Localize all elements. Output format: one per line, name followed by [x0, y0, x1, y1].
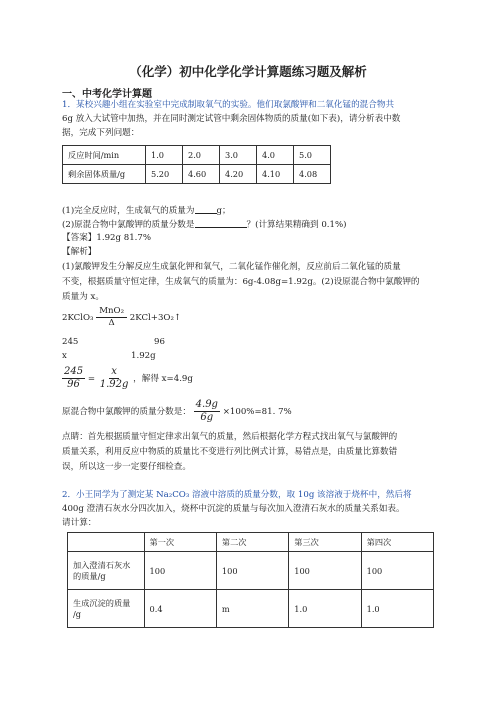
heat-symbol: Δ	[108, 318, 115, 328]
table-cell: 4.20	[220, 165, 257, 184]
q1-line1	[62, 99, 394, 111]
table-cell: 反应时间/min	[63, 146, 146, 165]
table-cell: 100	[361, 552, 433, 590]
analysis-label: 【解析】	[62, 247, 97, 257]
table-cell: 1.0	[289, 590, 361, 628]
reaction-condition	[96, 306, 127, 329]
table-row	[68, 533, 434, 552]
tip-line1: 点睛：首先根据质量守恒定律求出氧气的质量，然后根据化学方程式找出氧气与氯酸钾的	[62, 432, 398, 442]
table-cell	[68, 590, 145, 628]
fraction	[98, 366, 131, 391]
q1-line3: 据，完成下列问题：	[62, 128, 140, 138]
table-cell	[68, 533, 145, 552]
table-cell: 5.20	[146, 165, 183, 184]
analysis-line3: 质量为 x。	[62, 292, 104, 302]
chemical-equation	[62, 306, 181, 329]
table-cell: 4.0	[257, 146, 294, 165]
numerator: 4.9g	[195, 399, 218, 410]
fraction	[62, 366, 85, 391]
table-row	[68, 552, 434, 590]
sub1-text: (1)完全反应时，生成氧气的质量为	[62, 206, 195, 216]
var-x: x	[62, 351, 67, 361]
products: 2KCl+3O₂↑	[129, 313, 182, 323]
catalyst: MnO₂	[96, 306, 127, 318]
table-cell: 0.4	[144, 590, 216, 628]
q2-data-table	[67, 532, 434, 628]
table-row	[63, 146, 331, 165]
analysis-line2: 不变，根据质量守恒定律，生成氧气的质量为：6g-4.08g=1.92g。(2)设原混合物中氯酸钾的	[62, 277, 420, 287]
reactant: 2KClO₃	[62, 313, 94, 323]
table-cell: 第一次	[144, 533, 216, 552]
q2-line1	[62, 489, 412, 501]
table-cell: 第二次	[216, 533, 288, 552]
numerator: 245	[64, 366, 84, 377]
analysis-line1: (1)氯酸钾发生分解反应生成氯化钾和氧气，二氧化锰作催化剂，反应前后二氧化锰的质量	[62, 262, 401, 272]
row-label: 的质量/g	[73, 570, 106, 581]
table-cell: 4.10	[257, 165, 294, 184]
denominator: 1.92g	[99, 379, 129, 390]
table-cell	[68, 552, 145, 590]
table-cell: 第四次	[361, 533, 433, 552]
mass-1-92g: 1.92g	[131, 351, 156, 361]
table-cell: 2.0	[183, 146, 220, 165]
mass-96: 96	[154, 337, 165, 347]
table-cell: m	[216, 590, 288, 628]
table-cell: 4.08	[294, 165, 331, 184]
table-cell: 剩余固体质量/g	[63, 165, 146, 184]
q1-line2: 6g 放入大试管中加热，并在同时测定试管中剩余固体物质的质量(如下表)，请分析表中数	[62, 114, 401, 124]
row-label: 加入澄清石灰水	[73, 559, 131, 570]
table-cell: 1.0	[361, 590, 433, 628]
q1-line1-text: 1．某校兴趣小组在实验室中完成制取氧气的实验。他们取氯酸钾和二氧化锰的混合物共	[62, 100, 395, 110]
denominator: 96	[67, 379, 80, 390]
sub2-text: (2)原混合物中氯酸钾的质量分数是	[62, 220, 195, 230]
table-cell: 1.0	[146, 146, 183, 165]
solution-text: ，解得 x=4.9g	[133, 374, 193, 384]
table-cell: 100	[144, 552, 216, 590]
tip-line3: 误，所以这一步一定要仔细检查。	[62, 462, 191, 472]
answer-blank	[195, 204, 217, 214]
q1-sub1	[62, 204, 231, 217]
mass-245: 245	[62, 337, 79, 347]
numerator: x	[111, 366, 117, 377]
table-cell: 4.60	[183, 165, 220, 184]
q2-line1-text: 2．小王同学为了测定某 Na₂CO₃ 溶液中溶质的质量分数，取 10g 该溶液于烧杯中，然后将	[62, 490, 412, 500]
answer-blank	[195, 218, 247, 228]
percentage-label: 原混合物中氯酸钾的质量分数是：	[62, 407, 191, 417]
table-cell: 第三次	[289, 533, 361, 552]
row-label: /g	[73, 609, 81, 619]
q2-line3: 请计算：	[62, 518, 97, 528]
q1-answer: 【答案】1.92g 81.7%	[62, 233, 152, 243]
row-label: 生成沉淀的质量	[73, 598, 131, 608]
fraction	[194, 399, 220, 424]
sub1-unit: g；	[216, 206, 231, 216]
q2-line2: 400g 澄清石灰水分四次加入，烧杯中沉淀的质量与每次加入澄清石灰水的质量关系如表。	[62, 504, 405, 514]
table-row	[63, 165, 331, 184]
table-cell: 3.0	[220, 146, 257, 165]
percentage-line	[62, 399, 292, 424]
percentage-result: ×100%=81. 7%	[222, 407, 292, 417]
table-row	[68, 590, 434, 628]
sub2-tail: ？(计算结果精确到 0.1%)	[246, 220, 347, 230]
q1-data-table	[62, 145, 331, 184]
table-cell: 5.0	[294, 146, 331, 165]
tip-line2: 质量关系，利用反应中物质的质量比不变进行列比例式计算，易错点是，由质量比算数错	[62, 447, 398, 457]
table-cell: 100	[216, 552, 288, 590]
proportion-equation	[62, 366, 193, 391]
section-heading: 一、中考化学计算题	[62, 89, 152, 100]
denominator: 6g	[200, 412, 214, 423]
equals-sign: =	[87, 374, 96, 384]
q1-sub2	[62, 218, 347, 231]
page-title: （化学）初中化学化学计算题练习题及解析	[129, 64, 367, 79]
table-cell: 100	[289, 552, 361, 590]
